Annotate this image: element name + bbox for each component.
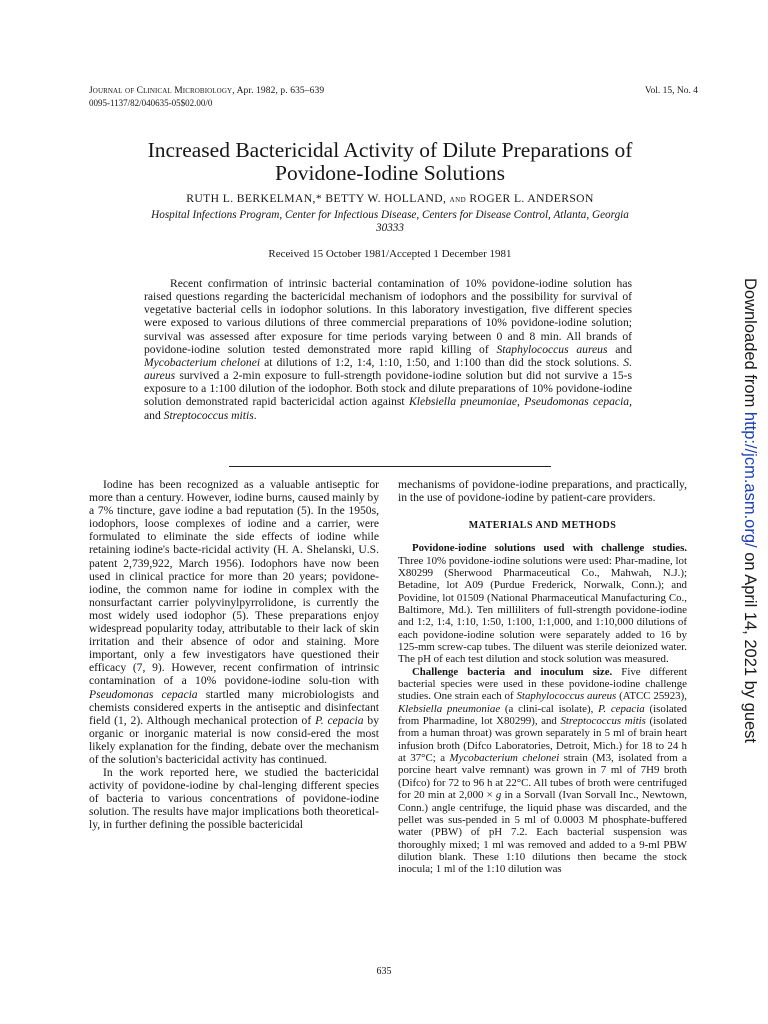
volume-issue: Vol. 15, No. 4 — [644, 86, 698, 96]
affiliation-line-1: Hospital Infections Program, Center for Infectious Disease, Centers for Disease Control, Atlanta, Georgia — [151, 209, 629, 221]
authors-last: ROGER L. ANDERSON — [469, 192, 594, 205]
subsection-heading-1: Povidone-iodine solutions used with challenge studies. — [412, 542, 687, 555]
left-column — [89, 478, 379, 832]
abstract-divider — [229, 466, 551, 467]
watermark-text: Downloaded from http://jcm.asm.org/ on April 14, 2021 by guest — [740, 278, 759, 744]
page-number: 635 — [376, 966, 392, 977]
received-dates: Received 15 October 1981/Accepted 1 December 1981 — [268, 248, 512, 260]
abstract — [144, 277, 632, 422]
affiliation-line-2: 30333 — [376, 221, 404, 234]
abstract-paragraph: Recent confirmation of intrinsic bacterial contamination of 10% povidone-iodine solution has raised questions regarding the bactericidal mechanism of iodophors and the possibility for survival of vegetative bacterial cells in iodophor solutions. In this laboratory investigation, five different species were exposed to various dilutions of three commercial preparations of 10% povidone-iodine solution; survival was assessed after exposure for time periods varying between 0 and 8 min. All brands of povidone-iodine solution tested demonstrated more rapid killing of Staphylococcus aureus and Mycobacterium chelonei at dilutions of 1:2, 1:4, 1:10, 1:50, and 1:100 than did the stock solutions. S. aureus survived a 2-min exposure to full-strength povidone-iodine solution but did not survive a 15-s exposure to a 1:100 dilution of the iodophor. Both stock and dilute preparations of 10% povidone-iodine solution demonstrated rapid bactericidal action against Klebsiella pneumoniae, Pseudomonas cepacia, and Streptococcus mitis. — [144, 277, 633, 422]
journal-citation — [89, 86, 324, 97]
title-line-1: Increased Bactericidal Activity of Dilute Preparations of — [147, 138, 633, 162]
methods-paragraph-2: Challenge bacteria and inoculum size. Five different bacterial species were used in these povidone-iodine challenge studies. One strain each of Staphylococcus aureus (ATCC 25923), Klebsiella pneumoniae (a clini-cal isolate), P. cepacia (isolated from Pharmadine, lot X80299), and Streptococcus mitis (isolated from a human throat) was grown separately in 5 ml of brain heart infusion broth (Difco Laboratories, Detroit, Mich.) for 18 to 24 h at 37°C; a Mycobacterium chelonei strain (M3, isolated from a porcine heart valve remnant) was grown in 7 ml of 7H9 broth (Difco) for 72 to 96 h at 22°C. All tubes of broth were centrifuged for 20 min at 2,000 × g in a Sorvall (Ivan Sorvall Inc., Newtown, Conn.) angle centrifuge, the liquid phase was discarded, and the pellet was sus-pended in 5 ml of 0.0003 M phosphate-buffered water (PBW) of pH 7.2. Each bacterial suspension was thoroughly mixed; 1 ml was removed and added to a 9-ml PBW dilution blank. These 1:10 dilutions then became the stock inocula; 1 ml of the 1:10 dilution was — [398, 665, 687, 876]
title-line-2: Povidone-Iodine Solutions — [275, 161, 505, 185]
article-title — [60, 139, 720, 185]
authors-and: and — [449, 194, 467, 205]
right-column — [398, 478, 687, 876]
affiliation — [60, 209, 720, 234]
download-watermark — [740, 278, 764, 748]
authors-main: RUTH L. BERKELMAN,* BETTY W. HOLLAND, — [186, 192, 447, 205]
intro-paragraph-2: In the work reported here, we studied the bactericidal activity of povidone-iodine by chal-lenging different species of bacteria to various concentrations of povidone-iodine solution. The results have major implications both theoretical-ly, in further defining the possible bactericidal — [89, 766, 379, 832]
doi-code: 0095-1137/82/040635-05$02.00/0 — [89, 98, 213, 108]
methods-paragraph-1: Povidone-iodine solutions used with challenge studies. Three 10% povidone-iodine solutions were used: Phar-madine, lot X80299 (Sherwood Pharmaceutical Co., Mahwah, N.J.); Betadine, lot A09 (Purdue Frederick, Norwalk, Conn.); and Povidine, lot 01509 (National Pharmaceutical Manufacturing Co., Baltimore, Md.). Ten milliliters of full-strength povidone-iodine and 1:2, 1:4, 1:10, 1:50, 1:100, 1:1,000, and 1:10,000 dilutions of each povidone-iodine solution were separately added to 16 by 125-mm screw-cap tubes. The diluent was sterile deionized water. The pH of each test dilution and stock solution was measured. — [398, 542, 687, 666]
citation-details: , Apr. 1982, p. 635–639 — [232, 86, 325, 96]
journal-name: Journal of Clinical Microbiology — [89, 86, 233, 96]
subsection-heading-2: Challenge bacteria and inoculum size. — [412, 665, 613, 678]
watermark-svg — [740, 278, 764, 748]
author-list — [60, 192, 720, 205]
section-heading: MATERIALS AND METHODS — [468, 520, 617, 532]
journal-url-link: http://jcm.asm.org/ — [740, 411, 759, 548]
intro-paragraph-1: Iodine has been recognized as a valuable antiseptic for more than a century. However, iodine burns, caused mainly by a 7% tincture, gave iodine a bad reputation (5). In the 1950s, iodophors, loose complexes of iodine and a carrier, were formulated to eliminate the side effects of iodine while retaining iodine's bacte-ricidal activity (H. A. Shelanski, U.S. patent 2,739,922, March 1956). Iodophors have now been used in clinical practice for more than 20 years; povidone-iodine, the common name for iodine in complex with the nonsurfactant carrier polyvinylpyrrolidone, is currently the most widely used iodophor (5). These preparations enjoy widespread popularity today, attributable to their lack of skin irritation and their absence of odor and staining. More important, only a few investigators have questioned their efficacy (7, 9). However, recent confirmation of intrinsic contamination of a 10% povidone-iodine solu-tion with Pseudomonas cepacia startled many microbiologists and chemists considered experts in the antiseptic and disinfectant field (1, 2). Although mechanical protection of P. cepacia by organic or inorganic material is now consid-ered the most likely explanation for the finding, debate over the mechanism of the solution's bactericidal activity has continued. — [89, 478, 380, 766]
intro-continued: mechanisms of povidone-iodine preparations, and practically, in the use of povidone-iodine by patient-care providers. — [398, 478, 687, 505]
